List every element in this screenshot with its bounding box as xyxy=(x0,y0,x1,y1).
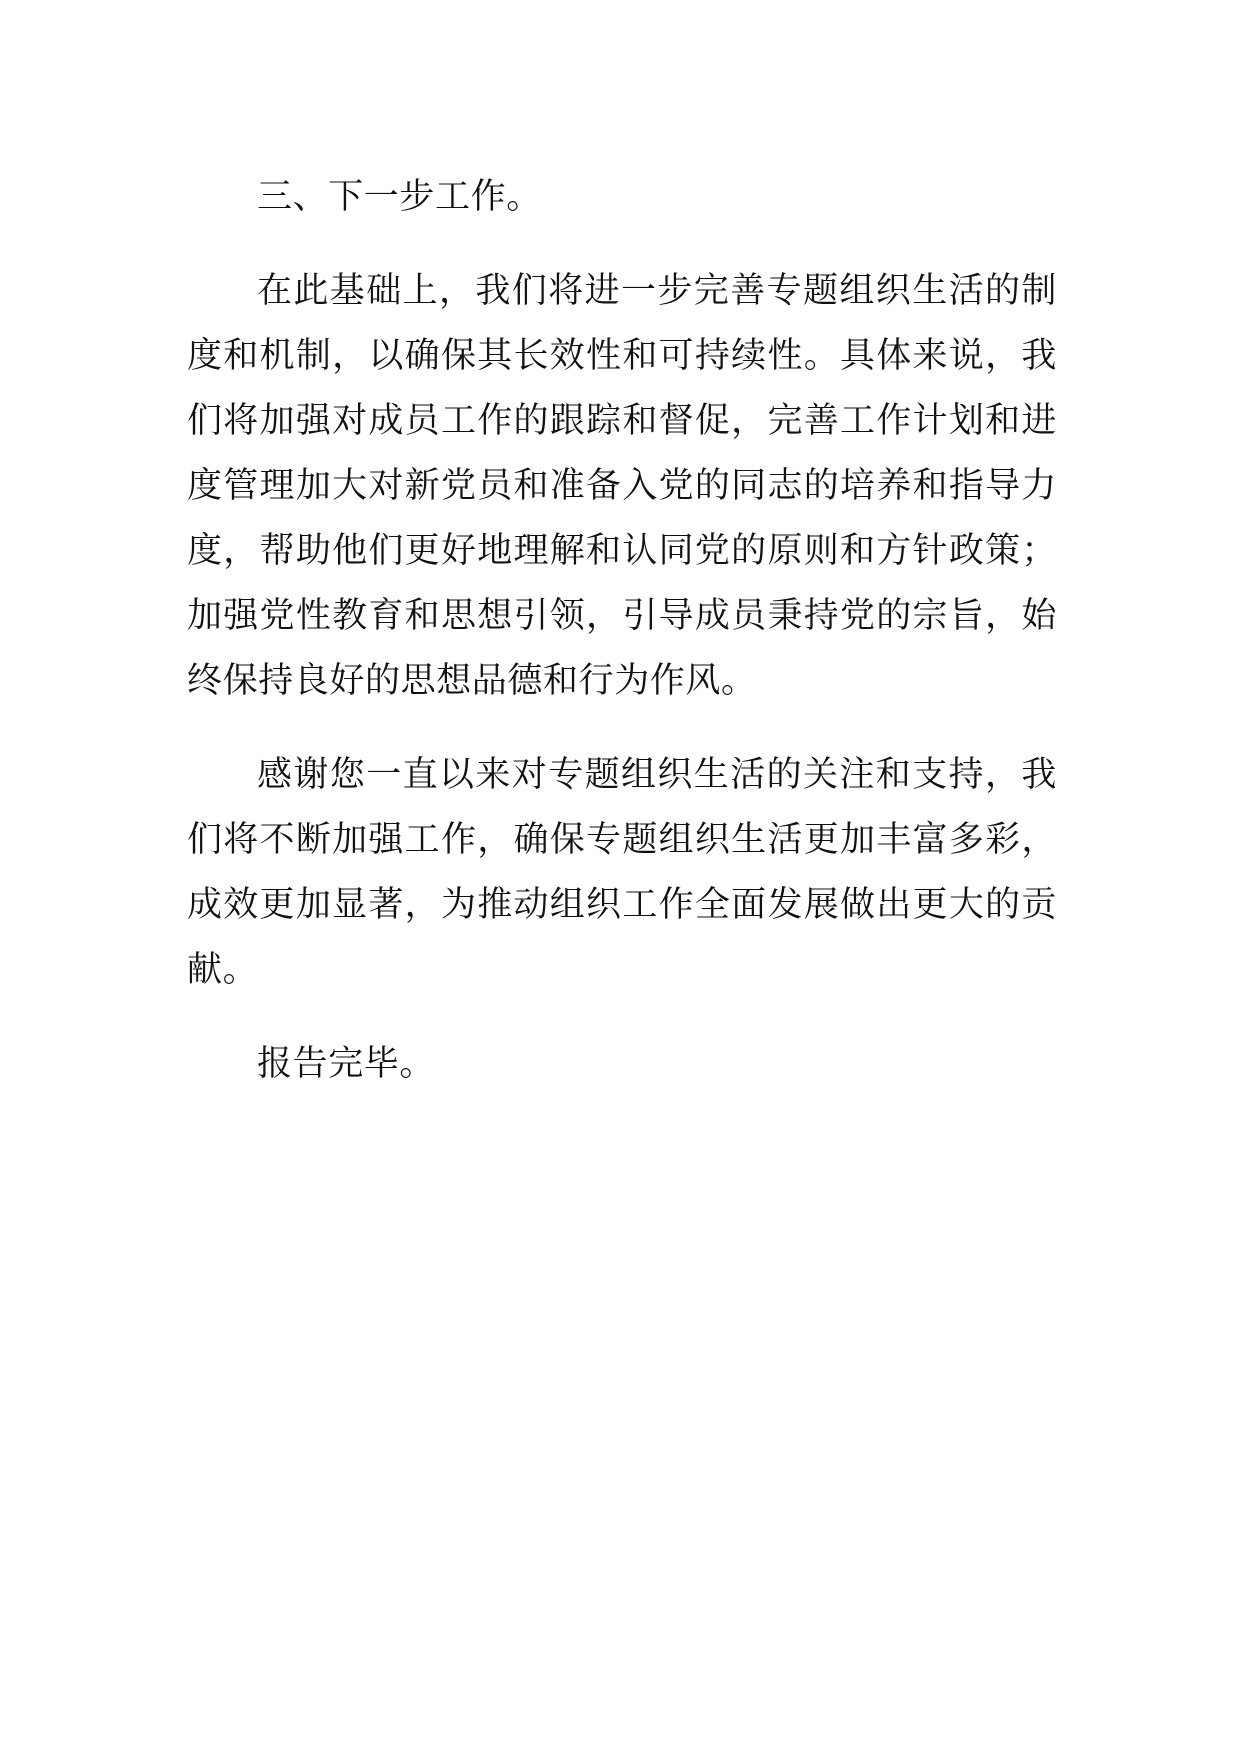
paragraph-thanks: 感谢您一直以来对专题组织生活的关注和支持，我们将不断加强工作，确保专题组织生活更加丰富多彩，成效更加显著，为推动组织工作全面发展做出更大的贡献。 xyxy=(187,755,1057,990)
paragraph-closing: 报告完毕。 xyxy=(257,1044,436,1084)
paragraph-next-steps: 在此基础上，我们将进一步完善专题组织生活的制度和机制，以确保其长效性和可持续性。具体来说，我们将加强对成员工作的跟踪和督促，完善工作计划和进度管理加大对新党员和准备入党的同志的培养和指导力度，帮助他们更好地理解和认同党的原则和方针政策；加强党性教育和思想引领，引导成员秉持党的宗旨，始终保持良好的思想品德和行为作风。 xyxy=(187,271,1057,701)
document-body xyxy=(187,165,1057,1126)
section-heading: 三、下一步工作。 xyxy=(257,177,542,217)
